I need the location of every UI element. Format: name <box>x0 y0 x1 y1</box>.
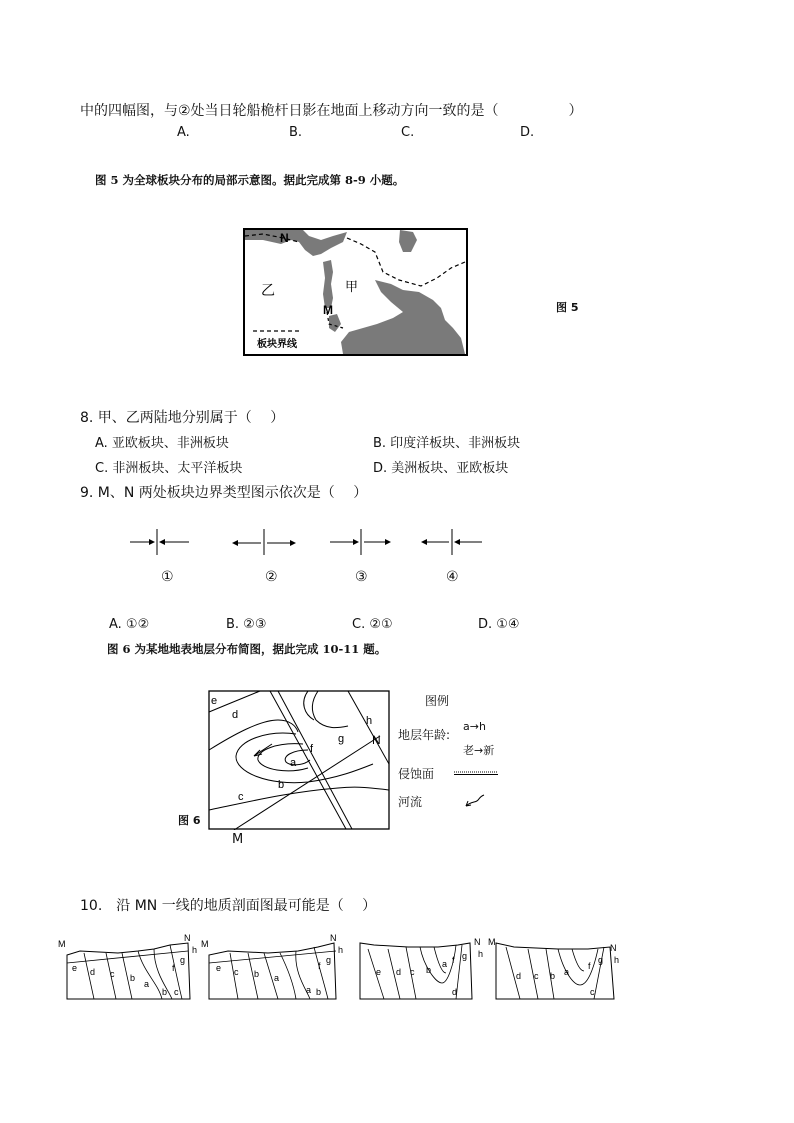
svg-text:e: e <box>216 963 222 973</box>
svg-text:M: M <box>201 939 209 949</box>
svg-text:h: h <box>478 949 484 959</box>
q7-option-d[interactable]: D. <box>520 125 535 140</box>
fig6-label-m: M <box>232 832 244 847</box>
svg-text:g: g <box>326 955 332 965</box>
legend-age-label: 地层年龄: <box>398 728 451 742</box>
q8-option-b[interactable]: B. 印度洋板块、非洲板块 <box>373 436 521 451</box>
svg-text:e: e <box>72 963 78 973</box>
svg-text:c: c <box>410 967 415 977</box>
svg-text:h: h <box>192 945 198 955</box>
svg-text:a: a <box>274 973 280 983</box>
svg-text:f: f <box>318 961 321 971</box>
q8-option-a[interactable]: A. 亚欧板块、非洲板块 <box>95 436 229 451</box>
q10-stem: 10. 沿 MN 一线的地质剖面图最可能是（ ） <box>80 898 377 914</box>
fig5-caption: 图 5 为全球板块分布的局部示意图。据此完成第 8-9 小题。 <box>95 173 405 187</box>
diagram-1-convergent <box>130 529 189 555</box>
svg-text:b: b <box>426 965 432 975</box>
svg-text:d: d <box>90 967 96 977</box>
label-m: M <box>323 303 333 317</box>
label-jia: 甲 <box>345 279 359 294</box>
svg-text:b: b <box>162 987 168 997</box>
legend-age-arrow: a→h <box>463 720 486 733</box>
erosion-symbol-icon <box>454 770 498 776</box>
cross-section-c[interactable] <box>360 937 483 999</box>
diagram-label-1: ① <box>161 569 174 585</box>
svg-text:f: f <box>588 961 591 971</box>
legend-title: 图例 <box>425 694 450 708</box>
svg-text:g: g <box>598 955 604 965</box>
plate-map-figure <box>243 228 468 356</box>
svg-text:h: h <box>614 955 620 965</box>
svg-text:b: b <box>550 971 556 981</box>
label-yi: 乙 <box>261 282 275 298</box>
svg-text:a: a <box>306 985 312 995</box>
layer-c: c <box>238 791 244 803</box>
river-symbol-icon <box>464 792 486 808</box>
q7-option-c[interactable]: C. <box>401 125 415 140</box>
layer-d: d <box>232 709 239 721</box>
cross-sections <box>58 933 623 1003</box>
layer-b: b <box>278 779 285 791</box>
cross-section-d[interactable] <box>488 937 619 999</box>
svg-text:c: c <box>174 987 179 997</box>
fig6-label-n: N <box>372 733 381 747</box>
legend-river-label: 河流 <box>398 795 423 809</box>
svg-text:g: g <box>462 951 468 961</box>
svg-text:N: N <box>474 937 481 947</box>
layer-g: g <box>338 733 345 745</box>
svg-text:M: M <box>58 939 66 949</box>
q9-option-d[interactable]: D. ①④ <box>478 617 520 632</box>
layer-e: e <box>211 695 218 707</box>
svg-text:e: e <box>376 967 382 977</box>
fig6-caption: 图 6 为某地地表地层分布简图，据此完成 10-11 题。 <box>107 642 387 656</box>
cross-section-a[interactable] <box>58 933 197 999</box>
legend-erosion-label: 侵蚀面 <box>398 767 435 781</box>
svg-text:a: a <box>564 967 570 977</box>
svg-text:N: N <box>610 943 617 953</box>
layer-a: a <box>290 757 297 769</box>
svg-text:c: c <box>110 969 115 979</box>
label-n: N <box>280 231 289 245</box>
layer-h: h <box>366 715 373 727</box>
svg-text:c: c <box>234 967 239 977</box>
svg-text:h: h <box>338 945 344 955</box>
svg-text:d: d <box>396 967 402 977</box>
diagram-4 <box>422 529 482 555</box>
svg-text:c: c <box>534 971 539 981</box>
svg-text:f: f <box>172 963 175 973</box>
diagram-label-3: ③ <box>355 569 368 585</box>
fig5-label: 图 5 <box>556 301 579 314</box>
q8-stem: 8. 甲、乙两陆地分别属于（ ） <box>80 410 285 426</box>
q9-option-c[interactable]: C. ②① <box>352 617 393 632</box>
svg-text:b: b <box>316 987 322 997</box>
svg-text:f: f <box>452 955 455 965</box>
q7-option-a[interactable]: A. <box>177 125 190 140</box>
svg-text:M: M <box>488 937 496 947</box>
svg-text:c: c <box>590 987 595 997</box>
q7-stem: 中的四幅图，与②处当日轮船桅杆日影在地面上移动方向一致的是（ ） <box>80 103 583 119</box>
q7-option-b[interactable]: B. <box>289 125 303 140</box>
q9-stem: 9. M、N 两处板块边界类型图示依次是（ ） <box>80 485 368 501</box>
diagram-label-4: ④ <box>446 569 459 585</box>
svg-text:g: g <box>180 955 186 965</box>
q9-option-b[interactable]: B. ②③ <box>226 617 267 632</box>
fig6-label: 图 6 <box>178 814 201 827</box>
q8-option-d[interactable]: D. 美洲板块、亚欧板块 <box>373 461 509 476</box>
svg-text:b: b <box>130 973 136 983</box>
svg-text:N: N <box>184 933 191 943</box>
legend-age-order: 老→新 <box>463 744 495 757</box>
svg-text:d: d <box>452 987 458 997</box>
legend-boundary-label: 板块界线 <box>257 339 297 350</box>
svg-text:d: d <box>516 971 522 981</box>
diagram-2-divergent <box>233 529 295 555</box>
boundary-type-diagrams <box>125 525 490 559</box>
svg-text:b: b <box>254 969 260 979</box>
diagram-label-2: ② <box>265 569 278 585</box>
layer-f: f <box>310 743 314 755</box>
q9-option-a[interactable]: A. ①② <box>109 617 150 632</box>
svg-text:a: a <box>144 979 150 989</box>
geologic-map-figure <box>208 690 390 830</box>
q8-option-c[interactable]: C. 非洲板块、太平洋板块 <box>95 461 243 476</box>
diagram-3 <box>330 529 390 555</box>
cross-section-b[interactable] <box>201 933 343 999</box>
svg-text:a: a <box>442 959 448 969</box>
svg-text:N: N <box>330 933 337 943</box>
